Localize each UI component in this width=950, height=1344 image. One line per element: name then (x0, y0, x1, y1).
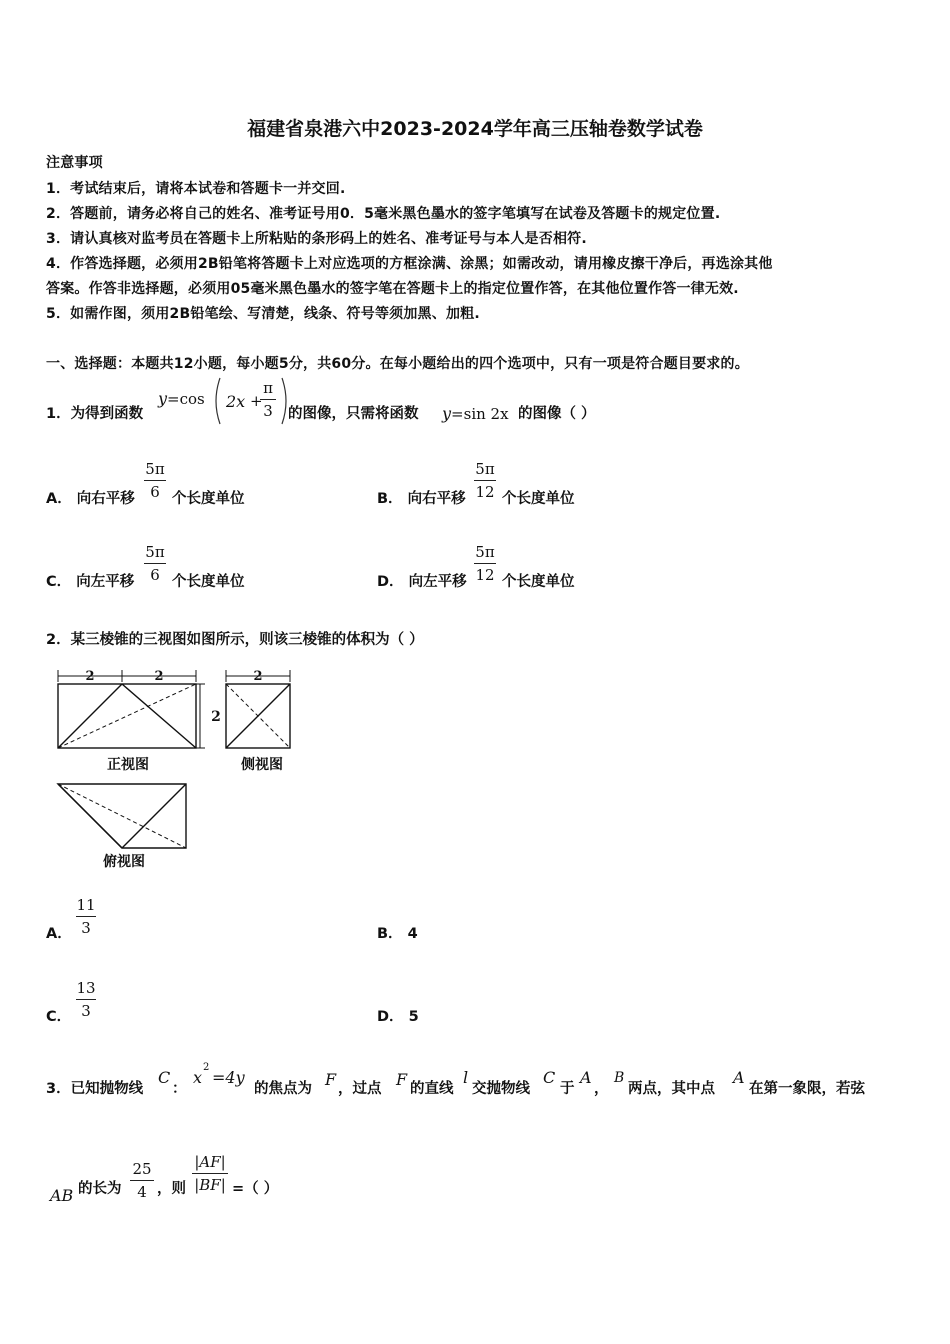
top-edge (122, 784, 186, 848)
option-letter: B． (377, 926, 403, 942)
q1-b-fraction (474, 459, 496, 502)
notice-item: 5．如需作图，须用2B铅笔绘、写清楚，线条、符号等须加黑、加粗. (46, 306, 480, 322)
q2-a-fraction (76, 895, 96, 938)
q2-c-fraction (76, 978, 96, 1021)
fraction-numerator: 13 (76, 979, 96, 997)
q3-ratio-fraction (192, 1152, 228, 1195)
q3-C2: C (543, 1068, 556, 1087)
option-letter: D． (377, 574, 404, 590)
q3-text: ， (594, 1081, 609, 1097)
top-view-label: 俯视图 (103, 854, 145, 870)
fraction-numerator: 11 (76, 896, 96, 914)
fraction-numerator: 25 (132, 1160, 152, 1178)
fraction-denominator: 3 (263, 402, 273, 420)
fraction-denominator: 6 (150, 566, 160, 584)
option-letter: A． (46, 926, 72, 942)
option-letter: C． (46, 574, 72, 590)
q1-sin: =sin 2x (451, 405, 509, 423)
option-text: 向左平移 (408, 574, 467, 590)
dim-label: 2 (154, 669, 164, 684)
q3-B: B (614, 1070, 625, 1086)
q2-stem: 2．某三棱锥的三视图如图所示，则该三棱锥的体积为（ ） (46, 632, 424, 648)
q3-text: 的长为 (78, 1181, 122, 1197)
q1-function-1 (158, 389, 205, 408)
fraction-numerator: 5π (145, 460, 165, 478)
side-view-label: 侧视图 (241, 757, 283, 773)
fraction-denominator: 3 (81, 1002, 91, 1020)
q2-option-a[interactable] (46, 922, 72, 943)
q3-F: F (325, 1070, 337, 1089)
fraction-denominator: 12 (475, 566, 495, 584)
q1-middle: 的图像，只需将函数 (288, 406, 419, 422)
q3-text: 3．已知抛物线 (46, 1081, 144, 1097)
front-edge (58, 684, 122, 748)
q3-text: 的直线 (410, 1081, 454, 1097)
q3-text: =（ ） (232, 1181, 279, 1197)
q1-b-unit: 个长度单位 (502, 491, 575, 507)
q3-text: 的焦点为 (254, 1081, 312, 1097)
q1-a-unit: 个长度单位 (172, 491, 245, 507)
option-text: 向左平移 (76, 574, 135, 590)
q1-suffix: 的图像（ ） (518, 406, 596, 422)
q1-option-a[interactable] (46, 487, 135, 508)
q2-option-c[interactable] (46, 1005, 71, 1026)
q3-text: 在第一象限，若弦 (749, 1081, 865, 1097)
q3-colon: ： (172, 1081, 187, 1097)
notice-item: 3．请认真核对监考员在答题卡上所粘贴的条形码上的姓名、准考证号与本人是否相符. (46, 231, 587, 247)
notice-item: 答案。作答非选择题，必须用05毫米黑色墨水的签字笔在答题卡上的指定位置作答，在其他位置作答一律无效. (46, 281, 739, 297)
fraction-numerator: 5π (145, 543, 165, 561)
q3-A: A (580, 1068, 592, 1087)
fraction-denominator: 6 (150, 483, 160, 501)
top-edge (58, 784, 122, 848)
top-hidden-edge (58, 784, 186, 848)
option-letter: A． (46, 491, 72, 507)
q1-option-d[interactable] (377, 570, 467, 591)
q3-AB: AB (50, 1186, 74, 1205)
option-value: 4 (407, 926, 418, 942)
front-hidden-edge (58, 684, 196, 748)
q1-c-unit: 个长度单位 (172, 574, 245, 590)
fraction-numerator: |AF| (194, 1153, 226, 1171)
q3-eq-rest: =4y (212, 1068, 245, 1087)
notice-item: 1．考试结束后，请将本试卷和答题卡一并交回. (46, 181, 346, 197)
notice-heading: 注意事项 (46, 155, 103, 171)
q1-y: y (158, 389, 168, 408)
notice-item: 4．作答选择题，必须用2B铅笔将答题卡上对应选项的方框涂满、涂黑；如需改动，请用橡皮擦干净后，再选涂其他 (46, 256, 773, 272)
q3-eq-exp: 2 (203, 1062, 210, 1073)
left-paren (216, 378, 220, 424)
q1-d-fraction (474, 542, 496, 585)
dim-label: 2 (211, 709, 221, 725)
q2-option-d[interactable] (377, 1005, 419, 1026)
q3-F2: F (396, 1070, 408, 1089)
q3-text: 交抛物线 (472, 1081, 530, 1097)
q2-option-b[interactable] (377, 922, 418, 943)
q3-eq-x: x (193, 1068, 203, 1087)
q1-y2: y (442, 404, 452, 423)
fraction-numerator: 5π (475, 460, 495, 478)
fraction-denominator: 3 (81, 919, 91, 937)
q1-option-b[interactable] (377, 487, 466, 508)
option-value: 5 (408, 1009, 419, 1025)
option-text: 向右平移 (407, 491, 466, 507)
three-view-figure (50, 664, 300, 874)
front-edge (122, 684, 196, 748)
option-letter: D． (377, 1009, 404, 1025)
notice-item: 2．答题前，请务必将自己的姓名、准考证号用0．5毫米黑色墨水的签字笔填写在试卷及答题卡的规定位置. (46, 206, 721, 222)
q1-prefix: 1．为得到函数 (46, 406, 144, 422)
fraction-numerator: 5π (475, 543, 495, 561)
section-header: 一、选择题：本题共12小题，每小题5分，共60分。在每小题给出的四个选项中，只有一项是符合题目要求的。 (46, 356, 749, 372)
q1-pi-fraction (260, 378, 276, 421)
q3-A2: A (733, 1068, 745, 1087)
fraction-denominator: |BF| (194, 1176, 226, 1194)
fraction-numerator: π (263, 379, 273, 397)
q1-d-unit: 个长度单位 (502, 574, 575, 590)
dim-label: 2 (85, 669, 95, 684)
q3-text: ，则 (157, 1181, 186, 1197)
option-text: 向右平移 (76, 491, 135, 507)
q3-l: l (463, 1068, 469, 1087)
q3-C: C (158, 1068, 171, 1087)
q3-text: 于 (560, 1081, 575, 1097)
option-letter: B． (377, 491, 403, 507)
q1-cos: =cos (167, 390, 205, 408)
fraction-denominator: 4 (137, 1183, 147, 1201)
q1-option-c[interactable] (46, 570, 134, 591)
q1-a-fraction (144, 459, 166, 502)
q1-function-2 (442, 404, 509, 423)
option-letter: C． (46, 1009, 72, 1025)
dim-label: 2 (253, 669, 263, 684)
page-title: 福建省泉港六中2023-2024学年高三压轴卷数学试卷 (247, 118, 703, 140)
front-view-label: 正视图 (107, 757, 149, 773)
q1-arg: 2x (226, 392, 246, 411)
q3-text: ，过点 (338, 1081, 382, 1097)
q3-text: 两点，其中点 (628, 1081, 715, 1097)
q1-c-fraction (144, 542, 166, 585)
q1-plus: + (250, 392, 263, 410)
right-paren (282, 378, 286, 424)
fraction-denominator: 12 (475, 483, 495, 501)
q3-length-fraction (130, 1159, 154, 1202)
